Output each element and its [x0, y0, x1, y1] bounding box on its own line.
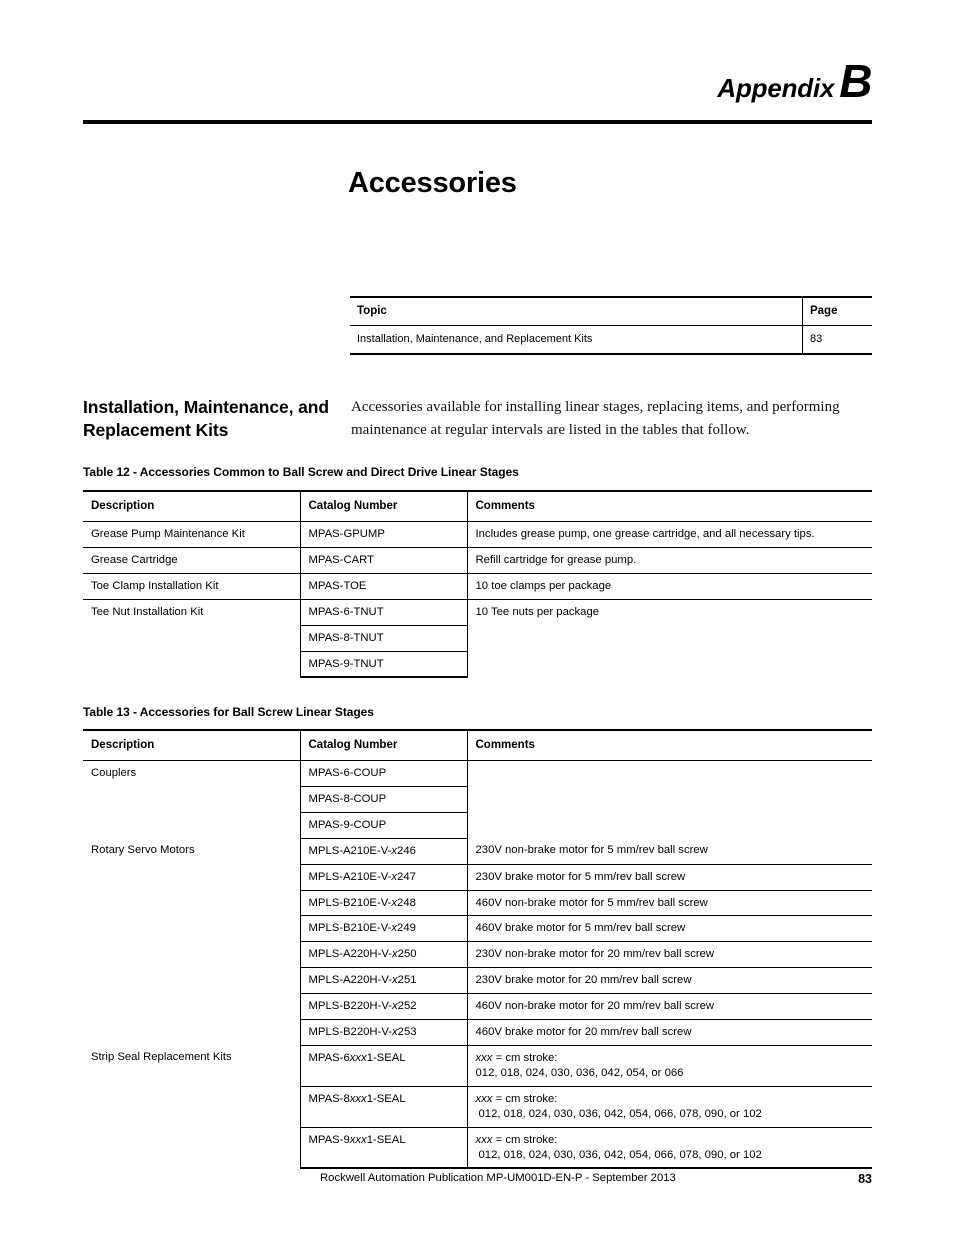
- table-row: [350, 326, 872, 355]
- cell-comments: 230V brake motor for 20 mm/rev ball screw: [467, 968, 872, 994]
- cell-catalog-number: MPAS-6-TNUT: [300, 599, 467, 625]
- cell-catalog-number: MPAS-9-TNUT: [300, 651, 467, 677]
- footer-page-number: 83: [858, 1172, 872, 1186]
- cell-description: Strip Seal Replacement Kits: [91, 1051, 232, 1064]
- catalog-prefix: MPAS-6-COUP: [308, 767, 387, 779]
- catalog-variable: x: [391, 870, 398, 883]
- appendix-header: [83, 55, 872, 107]
- table13-header-catalog: Catalog Number: [300, 730, 467, 761]
- table13-header-comments: Comments: [467, 730, 872, 761]
- cell-comments: [467, 1086, 872, 1127]
- table12-caption: Table 12 - Accessories Common to Ball Screw and Direct Drive Linear Stages: [83, 465, 519, 479]
- cell-catalog-number: [300, 761, 467, 787]
- comment-stroke-label: [476, 1092, 865, 1107]
- cell-catalog-number: MPAS-GPUMP: [300, 522, 467, 548]
- catalog-prefix: MPLS-B220H-V-: [308, 1000, 393, 1013]
- cell-comments: 230V non-brake motor for 20 mm/rev ball screw: [467, 942, 872, 968]
- cell-catalog-number: [300, 1127, 467, 1168]
- catalog-variable: xxx: [349, 1092, 367, 1105]
- table-row: [83, 573, 872, 599]
- cell-comments: [467, 761, 872, 839]
- catalog-suffix: 252: [397, 1000, 417, 1013]
- table-row: [83, 761, 872, 787]
- catalog-prefix: MPLS-A220H-V-: [308, 948, 393, 961]
- catalog-prefix: MPLS-B220H-V-: [308, 1026, 393, 1039]
- table12-header-row: [83, 491, 872, 522]
- catalog-variable: xxx: [349, 1051, 367, 1064]
- catalog-variable: x: [391, 922, 398, 935]
- table12-header-comments: Comments: [467, 491, 872, 522]
- catalog-prefix: MPAS-8-COUP: [308, 792, 387, 805]
- cell-comments: Includes grease pump, one grease cartridge, and all necessary tips.: [467, 522, 872, 548]
- table-row: [83, 1045, 872, 1086]
- catalog-suffix: 1-SEAL: [366, 1133, 406, 1146]
- table-row: [83, 838, 872, 864]
- header-divider: [83, 120, 872, 124]
- comment-label-text: = cm stroke:: [492, 1092, 558, 1105]
- comment-stroke-values: 012, 018, 024, 030, 036, 042, 054, 066, 078, 090, or 102: [478, 1148, 762, 1161]
- cell-comments: [467, 1127, 872, 1168]
- cell-comments: 460V non-brake motor for 20 mm/rev ball screw: [467, 994, 872, 1020]
- section-heading: Installation, Maintenance, and Replacement Kits: [83, 397, 329, 440]
- table-row: [83, 547, 872, 573]
- catalog-variable: xxx: [349, 1133, 367, 1146]
- cell-catalog-number: MPAS-CART: [300, 547, 467, 573]
- cell-description: Rotary Servo Motors: [91, 844, 195, 857]
- appendix-letter: B: [839, 55, 872, 107]
- catalog-prefix: MPLS-A210E-V-: [308, 870, 392, 883]
- cell-catalog-number: [300, 838, 467, 864]
- catalog-suffix: 247: [397, 870, 416, 883]
- cell-description: Toe Clamp Installation Kit: [83, 573, 300, 599]
- cell-comments: [467, 1045, 872, 1086]
- catalog-suffix: 251: [397, 974, 417, 987]
- catalog-prefix: MPAS-8: [308, 1092, 350, 1105]
- catalog-variable: x: [392, 948, 398, 961]
- cell-comments: 230V non-brake motor for 5 mm/rev ball screw: [467, 838, 872, 864]
- catalog-prefix: MPLS-B210E-V-: [308, 896, 392, 909]
- catalog-suffix: 253: [397, 1026, 417, 1039]
- catalog-suffix: 250: [397, 948, 417, 961]
- cell-catalog-number: [300, 968, 467, 994]
- topic-page-number[interactable]: 83: [802, 326, 872, 355]
- comment-stroke-label: [476, 1133, 865, 1148]
- topic-header-row: [350, 297, 872, 326]
- table12: [83, 490, 872, 678]
- cell-catalog-number: [300, 890, 467, 916]
- catalog-suffix: 248: [397, 896, 416, 909]
- comment-label-text: = cm stroke:: [492, 1051, 558, 1064]
- catalog-variable: x: [392, 1026, 398, 1039]
- cell-catalog-number: MPAS-8-TNUT: [300, 625, 467, 651]
- table-row: [83, 522, 872, 548]
- cell-comments: 460V brake motor for 20 mm/rev ball screw: [467, 1020, 872, 1046]
- cell-catalog-number: [300, 1045, 467, 1086]
- cell-comments: 230V brake motor for 5 mm/rev ball screw: [467, 864, 872, 890]
- catalog-prefix: MPAS-9-COUP: [308, 818, 387, 831]
- cell-description: Tee Nut Installation Kit: [91, 605, 204, 618]
- comment-variable: xxx: [475, 1133, 493, 1146]
- cell-catalog-number: MPAS-TOE: [300, 573, 467, 599]
- table13-caption: Table 13 - Accessories for Ball Screw Linear Stages: [83, 705, 374, 719]
- catalog-prefix: MPAS-9: [308, 1133, 350, 1146]
- catalog-variable: x: [391, 844, 398, 857]
- topic-link[interactable]: Installation, Maintenance, and Replacement Kits: [350, 326, 802, 355]
- catalog-variable: x: [392, 974, 398, 987]
- cell-catalog-number: [300, 786, 467, 812]
- catalog-prefix: MPAS-6: [308, 1051, 350, 1064]
- comment-variable: xxx: [475, 1051, 493, 1064]
- cell-catalog-number: [300, 916, 467, 942]
- cell-comments: Refill cartridge for grease pump.: [467, 547, 872, 573]
- table13-header-row: [83, 730, 872, 761]
- catalog-suffix: 1-SEAL: [366, 1051, 406, 1064]
- catalog-prefix: MPLS-B210E-V-: [308, 922, 392, 935]
- catalog-prefix: MPLS-A220H-V-: [308, 974, 393, 987]
- topic-header-topic: Topic: [350, 297, 802, 326]
- section-intro-paragraph: Accessories available for installing linear stages, replacing items, and performing maintenance at regular intervals are listed in the tables that follow.: [351, 399, 840, 438]
- catalog-prefix: MPLS-A210E-V-: [308, 844, 392, 857]
- cell-catalog-number: [300, 1086, 467, 1127]
- cell-comments: 460V non-brake motor for 5 mm/rev ball screw: [467, 890, 872, 916]
- catalog-variable: x: [391, 896, 398, 909]
- footer-publication-text: Rockwell Automation Publication MP-UM001D-EN-P - September 2013: [320, 1172, 676, 1184]
- topic-header-page: Page: [802, 297, 872, 326]
- catalog-suffix: 1-SEAL: [366, 1092, 406, 1105]
- table12-header-catalog: Catalog Number: [300, 491, 467, 522]
- cell-description: Grease Cartridge: [83, 547, 300, 573]
- catalog-suffix: 249: [397, 922, 416, 935]
- comment-variable: xxx: [475, 1092, 493, 1105]
- catalog-variable: x: [392, 1000, 398, 1013]
- cell-catalog-number: [300, 1020, 467, 1046]
- cell-comments: 460V brake motor for 5 mm/rev ball screw: [467, 916, 872, 942]
- topic-summary-table: [350, 296, 872, 355]
- cell-comments: 10 Tee nuts per package: [475, 605, 600, 618]
- comment-stroke-label: [476, 1051, 865, 1066]
- table12-header-description: Description: [83, 491, 300, 522]
- table13-header-description: Description: [83, 730, 300, 761]
- cell-description: Couplers: [91, 767, 137, 779]
- cell-catalog-number: [300, 864, 467, 890]
- appendix-label: Appendix: [717, 73, 835, 103]
- page-footer: [83, 1172, 872, 1188]
- table13: [83, 729, 872, 1169]
- comment-label-text: = cm stroke:: [492, 1133, 558, 1146]
- cell-description: Grease Pump Maintenance Kit: [83, 522, 300, 548]
- cell-catalog-number: [300, 994, 467, 1020]
- comment-stroke-values: 012, 018, 024, 030, 036, 042, 054, or 066: [475, 1066, 684, 1079]
- page-title: Accessories: [348, 167, 517, 199]
- comment-stroke-values: 012, 018, 024, 030, 036, 042, 054, 066, 078, 090, or 102: [478, 1107, 762, 1120]
- cell-comments: 10 toe clamps per package: [467, 573, 872, 599]
- catalog-suffix: 246: [397, 844, 416, 857]
- cell-catalog-number: [300, 812, 467, 838]
- cell-catalog-number: [300, 942, 467, 968]
- table-row: [83, 599, 872, 625]
